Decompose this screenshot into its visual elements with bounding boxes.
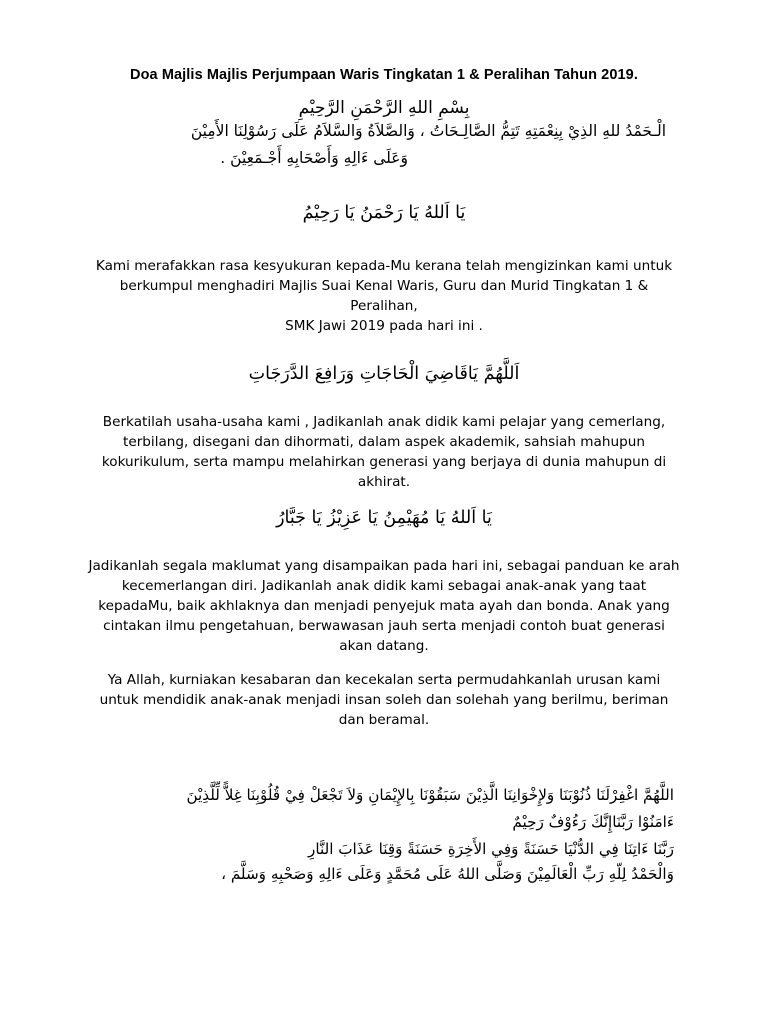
paragraph-line: Berkatilah usaha-usaha kami , Jadikanlah anak didik kami pelajar yang cemerlang, [102, 414, 666, 430]
paragraph-line: Ya Allah, kurniakan kesabaran dan kecekalan serta permudahkanlah urusan kami [107, 672, 661, 688]
paragraph-line: Peralihan, [350, 298, 418, 314]
invocation-3: يَا اَللهُ يَا مُهَيْمِنُ يَا عَزِيْزُ يَا جَبَّارُ [276, 508, 492, 528]
paragraph-line: cintakan ilmu pengetahuan, berwawasan jauh serta menjadi contoh buat generasi [103, 618, 665, 634]
paragraph-line: akhirat. [357, 474, 411, 490]
paragraph-line: SMK Jawi 2019 pada hari ini . [285, 318, 483, 334]
paragraph-line: terbilang, disegani dan dihormati, dalam aspek akademik, sahsiah mahupun [123, 434, 645, 450]
paragraph-line: akan datang. [339, 638, 429, 654]
basmalah: بِسْمِ اللهِ الرَّحْمَنِ الرَّحِيْمِ [298, 98, 470, 118]
closing-line-3: رَبَّنَا ءَاتِنَا فِي الدُّنْيَا حَسَنَةً وَفِي الأَخِرَةِ حَسَنَةً وَقِنَا عَذَابَ النَّارِ [308, 840, 674, 858]
paragraph-line: Jadikanlah segala maklumat yang disampaikan pada hari ini, sebagai panduan ke arah [88, 558, 680, 574]
paragraph-patience [84, 670, 684, 730]
paragraph-line: Kami merafakkan rasa kesyukuran kepada-Mu kerana telah mengizinkan kami untuk [95, 258, 673, 274]
paragraph-line: kepadaMu, baik akhlaknya dan menjadi penyejuk mata ayah dan bonda. Anak yang [98, 598, 670, 614]
paragraph-line: kokurikulum, serta mampu melahirkan generasi yang berjaya di dunia mahupun di [101, 454, 667, 470]
paragraph-line: dan beramal. [338, 712, 430, 728]
opening-line-2: وَعَلَى ءَالِهِ وَأَصْحَابِهِ أَجْـمَعِيْنَ . [220, 149, 408, 167]
closing-line-2: ءَامَنُوْا رَبَّنَاإِنَّكَ رَءُوْفٌ رَحِيْمٌ [512, 813, 674, 831]
paragraph-line: untuk mendidik anak-anak menjadi insan soleh dan solehah yang berilmu, beriman [99, 692, 669, 708]
closing-line-1: اللَّهُمَّ اغْفِرْلَنَا ذُنُوْبَنَا وَلإِخْوَانِنَا الَّذِيْنَ سَبَقُوْنَا بِالإِيْمَانِ وَلاَ تَجْعَلْ فِيْ قُلُوْبِنَا غِلاًّ لِّلَّذِيْنَ [186, 786, 674, 804]
paragraph-blessing [84, 412, 684, 492]
page-title: Doa Majlis Majlis Perjumpaan Waris Tingkatan 1 & Peralihan Tahun 2019. [130, 67, 638, 83]
paragraph-guidance [84, 556, 684, 656]
invocation-2: اَللَّهُمَّ يَاقَاضِيَ الْحَاجَاتِ وَرَافِعَ الدَّرَجَاتِ [248, 364, 520, 384]
paragraph-line: berkumpul menghadiri Majlis Suai Kenal Waris, Guru dan Murid Tingkatan 1 & [119, 278, 649, 294]
paragraph-gratitude [84, 256, 684, 336]
invocation-1: يَا اَللهُ يَا رَحْمَنُ يَا رَحِيْمُ [302, 203, 466, 223]
paragraph-line: kecemerlangan diri. Jadikanlah anak didik kami sebagai anak-anak yang taat [121, 578, 647, 594]
closing-line-4: وَالْحَمْدُ لِلّهِ رَبِّ الْعَالَمِيْنَ وَصَلَّى اللهُ عَلَى مُحَمَّدٍ وَعَلَى ءَالِهِ وَصَحْبِهِ وَسَلَّمَ ، [221, 865, 674, 883]
opening-line-1: الْـحَمْدُ للهِ الذِيْ بِنِعْمَتِهِ تَتِمُّ الصَّالِـحَاتُ ، وَالصَّلاَةُ وَالسَّلاَمُ عَلَى رَسُوْلِنَا الأَمِيْنَ [190, 122, 666, 140]
